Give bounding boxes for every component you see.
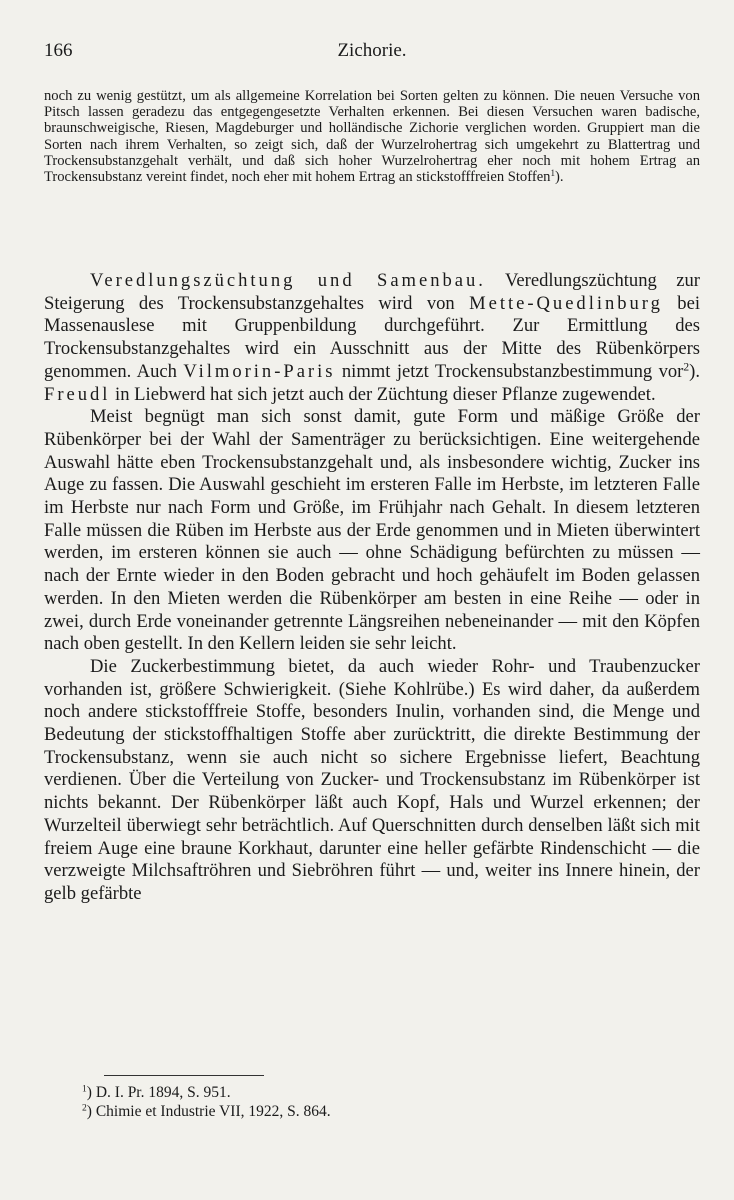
- name-mette: Mette-Quedlinburg: [469, 292, 663, 314]
- footnote-ref-2[interactable]: 2: [683, 361, 690, 374]
- footnote-1: $^1$) D. I. Pr. 1894, S. 951.: [82, 1083, 231, 1101]
- paragraph-veredlung: Veredlungszüchtung und Samenbau. Veredlungszüchtung zur Steigerung des Trockensubstanzgehaltes wird von Mette-Quedlinburg bei Massenauslese mit Gruppenbildung durchgeführt. Zur Ermittlung des Trockensubstanzgehaltes wird ein Ausschnitt aus der Mitte des Rübenkörpers genommen. Auch Vilmorin-Paris nimmt jetzt Trockensubstanzbestimmung vor$^2$). Freudl in Liebwerd hat sich jetzt auch der Züchtung dieser Pflanze zugewendet.: [44, 270, 700, 405]
- section-heading: Veredlungszüchtung und Samenbau.: [90, 270, 486, 291]
- main-text: [44, 270, 700, 906]
- page-number: 166: [44, 40, 73, 61]
- footnotes: [82, 1083, 642, 1121]
- page-header: [44, 40, 700, 64]
- running-head: Zichorie.: [337, 40, 407, 61]
- name-vilmorin: Vilmorin-Paris: [183, 360, 336, 382]
- paragraph-zuckerbestimmung: Die Zuckerbestimmung bietet, da auch wieder Rohr- und Traubenzucker vorhanden ist, größere Schwierigkeit. (Siehe Kohlrübe.) Es wird daher, da außerdem noch andere stickstofffreie Stoffe, besonders Inulin, vorhanden sind, die Menge und Bedeutung der stickstoffhaltigen Stoffe aber zurücktritt, die direkte Bestimmung der Trockensubstanz, wenn sie auch nicht so sichere Ergebnisse liefert, Beachtung verdienen. Über die Verteilung von Zucker- und Trockensubstanz im Rübenkörper ist nichts bekannt. Der Rübenkörper läßt auch Kopf, Hals und Wurzel erkennen; der Wurzelteil überwiegt sehr beträchtlich. Auf Querschnitten durch denselben läßt sich mit freiem Auge eine braune Korkhaut, darunter eine heller gefärbte Rindenschicht — die verzweigte Milchsaftröhren und Siebröhren führt — und, weiter ins Innere hinein, der gelb gefärbte: [44, 655, 700, 904]
- name-freudl: Freudl: [44, 383, 111, 405]
- footnote-ref-1[interactable]: 1: [550, 168, 555, 179]
- small-paragraph-text: noch zu wenig gestützt, um als allgemeine Korrelation bei Sorten gelten zu können. Die neuen Versuche von Pitsch lassen geradezu das entgegengesetzte Verhalten erkennen. Bei diesen Versuchen waren badische, braunschweigische, Riesen, Magdeburger und holländische Zichorie verglichen worden. Gruppiert man die Sorten nach ihrem Verhalten, so zeigt sich, daß der Wurzelrohertrag sich umgekehrt zu Blattertrag und Trockensubstanzgehalt verhält, und daß sich hoher Wurzelrohertrag eher noch mit hohem Ertrag an Trockensubstanz vereint findet, noch eher mit hohem Ertrag an stickstofffreien Stoffen$^1$).: [44, 88, 700, 186]
- book-page: [44, 0, 700, 1200]
- footnote-rule: [104, 1075, 264, 1076]
- footnote-2: $^2$) Chimie et Industrie VII, 1922, S. 864.: [82, 1102, 331, 1120]
- paragraph-auswahl: Meist begnügt man sich sonst damit, gute Form und mäßige Größe der Rübenkörper bei der Wahl der Samenträger zu berücksichtigen. Eine weitergehende Auswahl hätte eben Trockensubstanzgehalt und, als insbesondere wichtig, Zucker ins Auge zu fassen. Die Auswahl geschieht im ersteren Falle im Herbste, im letzteren Falle im Herbste nur nach Form und Größe, im Frühjahr nach Gehalt. In diesem letzteren Falle müssen die Rüben im Herbste aus der Erde genommen und in Mieten überwintert werden, im ersteren können sie auch — ohne Schädigung befürchten zu müssen — nach der Ernte wieder in den Boden gebracht und hoch gehäufelt im Boden gelassen werden. In den Mieten werden die Rübenkörper am besten in eine Reihe — oder in zwei, durch Erde voneinander getrennte Längsreihen nebeneinander — mit den Köpfen nach oben gestellt. In den Kellern leiden sie sehr leicht.: [44, 406, 700, 655]
- small-print-paragraph: [44, 88, 700, 185]
